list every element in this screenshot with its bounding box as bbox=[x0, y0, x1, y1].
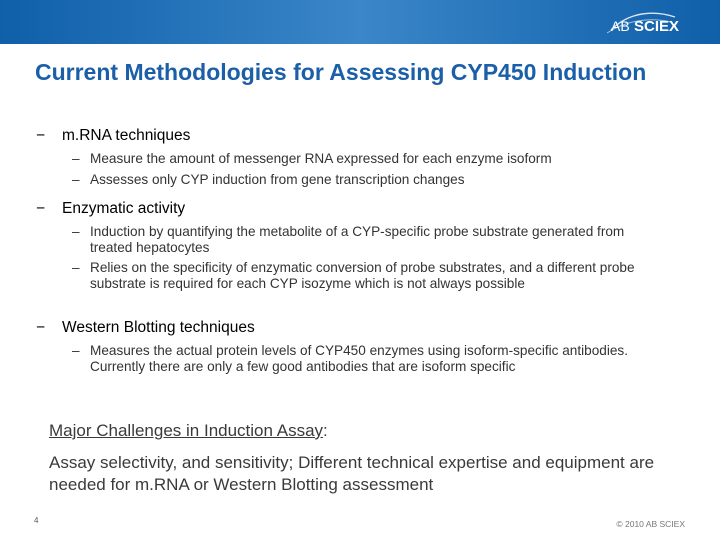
sub-bullet-dash: – bbox=[72, 151, 80, 166]
bullet-dash: − bbox=[36, 127, 46, 144]
sub-bullet-dash: – bbox=[72, 260, 80, 275]
sub-bullet bbox=[72, 343, 662, 374]
ab-sciex-logo bbox=[605, 8, 700, 36]
bullet-label: Western Blotting techniques bbox=[62, 319, 255, 336]
bullet-label: Enzymatic activity bbox=[62, 200, 186, 217]
challenges-heading-colon: : bbox=[323, 421, 328, 440]
challenges-heading-text: Major Challenges in Induction Assay bbox=[49, 421, 324, 440]
copyright: © 2010 AB SCIEX bbox=[616, 519, 685, 529]
bullet-label: m.RNA techniques bbox=[62, 127, 191, 144]
sub-bullet-text: Assesses only CYP induction from gene transcription changes bbox=[90, 172, 465, 187]
sub-bullet bbox=[72, 224, 662, 255]
sub-bullet-dash: – bbox=[72, 172, 80, 187]
svg-text:SCIEX: SCIEX bbox=[634, 18, 680, 35]
sub-bullet bbox=[72, 151, 662, 167]
sub-bullet-text: Relies on the specificity of enzymatic conversion of probe substrates, and a different probe substrate is required for each CYP isozyme which is not always possible bbox=[90, 260, 635, 291]
sub-bullet-text: Measure the amount of messenger RNA expressed for each enzyme isoform bbox=[90, 151, 552, 166]
bullet-dash: − bbox=[36, 319, 46, 336]
page-number: 4 bbox=[34, 516, 39, 525]
slide-title: Current Methodologies for Assessing CYP450 Induction bbox=[35, 59, 647, 85]
sub-bullet bbox=[72, 172, 662, 188]
sub-bullet-text: Measures the actual protein levels of CYP450 enzymes using isoform-specific antibodies. Currently there are only a few good antibodies that are isoform specific bbox=[90, 343, 628, 374]
sub-bullet bbox=[72, 260, 662, 291]
sub-bullet-dash: – bbox=[72, 343, 80, 358]
sub-bullet-dash: – bbox=[72, 224, 80, 239]
svg-text:AB: AB bbox=[611, 18, 630, 34]
challenges-body: Assay selectivity, and sensitivity; Different technical expertise and equipment are needed for m.RNA or Western Blotting assessment bbox=[49, 453, 655, 494]
challenges-heading bbox=[49, 420, 328, 442]
bullet-dash: − bbox=[36, 200, 46, 217]
sub-bullet-text: Induction by quantifying the metabolite of a CYP-specific probe substrate generated from treated hepatocytes bbox=[90, 224, 625, 255]
